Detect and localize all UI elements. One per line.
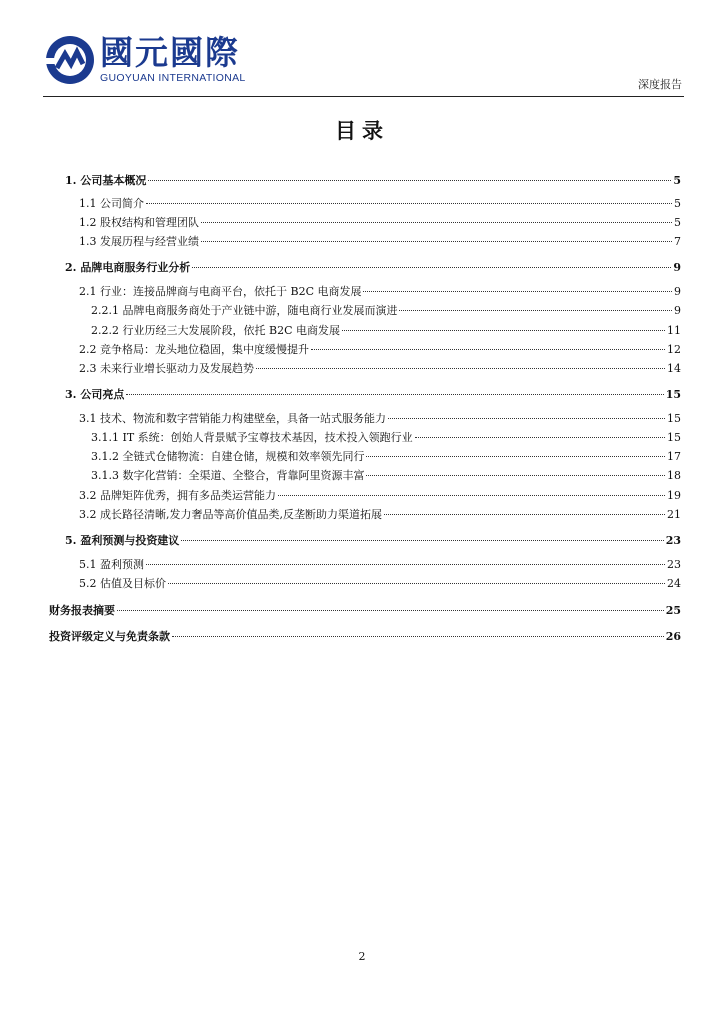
toc-entry-page: 19 xyxy=(667,489,681,502)
toc-entry-label: 3.2 成长路径清晰,发力奢品等高价值品类,反垄断助力渠道拓展 xyxy=(79,508,382,521)
toc-entry-label: 2. 品牌电商服务行业分析 xyxy=(65,261,191,274)
toc-entry-label: 1. 公司基本概况 xyxy=(65,174,147,187)
toc-leader-dots xyxy=(363,291,672,292)
toc-entry[interactable] xyxy=(65,174,681,188)
toc-entry[interactable] xyxy=(91,469,681,483)
toc-entry[interactable] xyxy=(79,285,681,299)
toc-entry-page: 17 xyxy=(667,450,681,463)
toc-leader-dots xyxy=(201,241,672,242)
toc-leader-dots xyxy=(126,394,663,395)
toc-entry-page: 7 xyxy=(674,235,681,248)
toc-entry[interactable] xyxy=(79,558,681,572)
toc-entry-label: 3.1.1 IT 系统：创始人背景赋予宝尊技术基因，技术投入领跑行业 xyxy=(91,431,413,444)
toc-entry-page: 9 xyxy=(673,261,681,274)
toc-entry-label: 2.2.1 品牌电商服务商处于产业链中游，随电商行业发展而演进 xyxy=(91,304,398,317)
toc-entry-label: 3. 公司亮点 xyxy=(65,388,125,401)
toc-entry-label: 5. 盈利预测与投资建议 xyxy=(65,534,180,547)
toc-entry-label: 1.3 发展历程与经营业绩 xyxy=(79,235,199,248)
toc-entry-label: 投资评级定义与免责条款 xyxy=(49,630,170,643)
toc-entry-label: 2.3 未来行业增长驱动力及发展趋势 xyxy=(79,362,254,375)
toc-entry[interactable] xyxy=(79,235,681,249)
toc-entry-label: 3.1.2 全链式仓储物流：自建仓储，规模和效率领先同行 xyxy=(91,450,365,463)
toc-entry[interactable] xyxy=(49,604,681,618)
toc-leader-dots xyxy=(415,437,665,438)
logo-chinese-name: 國元國際 xyxy=(100,33,240,72)
toc-entry-page: 9 xyxy=(674,285,681,298)
toc-leader-dots xyxy=(311,349,665,350)
toc-leader-dots xyxy=(342,330,665,331)
toc-leader-dots xyxy=(278,495,665,496)
page-number: 2 xyxy=(358,950,366,963)
toc-leader-dots xyxy=(148,180,671,181)
toc-leader-dots xyxy=(146,564,665,565)
toc-leader-dots xyxy=(172,636,664,637)
toc-entry-label: 5.1 盈利预测 xyxy=(79,558,144,571)
toc-entry-page: 5 xyxy=(674,216,681,229)
toc-entry[interactable] xyxy=(49,630,681,644)
toc-leader-dots xyxy=(366,456,665,457)
toc-entry-page: 12 xyxy=(667,343,681,356)
toc-entry[interactable] xyxy=(65,388,681,402)
toc-leader-dots xyxy=(399,310,672,311)
toc-entry[interactable] xyxy=(79,216,681,230)
toc-entry-label: 3.2 品牌矩阵优秀，拥有多品类运营能力 xyxy=(79,489,276,502)
toc-entry-page: 18 xyxy=(667,469,681,482)
guoyuan-logo-icon xyxy=(44,34,96,90)
toc-entry-page: 5 xyxy=(674,197,681,210)
toc-entry[interactable] xyxy=(79,197,681,211)
toc-entry-label: 2.2.2 行业历经三大发展阶段，依托 B2C 电商发展 xyxy=(91,324,340,337)
toc-title: 目录 xyxy=(335,119,389,143)
toc-entry[interactable] xyxy=(91,304,681,318)
header-divider xyxy=(43,96,684,97)
toc-entry-label: 1.2 股权结构和管理团队 xyxy=(79,216,199,229)
toc-entry[interactable] xyxy=(79,362,681,376)
toc-entry-page: 15 xyxy=(667,431,681,444)
toc-leader-dots xyxy=(192,267,671,268)
toc-entry-page: 23 xyxy=(665,534,681,547)
toc-entry[interactable] xyxy=(65,261,681,275)
toc-entry-page: 11 xyxy=(667,324,681,337)
toc-entry[interactable] xyxy=(65,534,681,548)
toc-entry[interactable] xyxy=(91,431,681,445)
toc-entry-page: 23 xyxy=(667,558,681,571)
toc-leader-dots xyxy=(117,610,664,611)
toc-leader-dots xyxy=(366,475,665,476)
toc-entry-page: 26 xyxy=(665,630,681,643)
toc-entry-label: 3.1 技术、物流和数字营销能力构建壁垒，具备一站式服务能力 xyxy=(79,412,386,425)
toc-entry[interactable] xyxy=(79,343,681,357)
toc-entry-label: 1.1 公司简介 xyxy=(79,197,144,210)
toc-entry[interactable] xyxy=(91,324,681,338)
toc-entry-label: 5.2 估值及目标价 xyxy=(79,577,166,590)
toc-entry-label: 3.1.3 数字化营销：全渠道、全整合，背靠阿里资源丰富 xyxy=(91,469,365,482)
logo-english-name: GUOYUAN INTERNATIONAL xyxy=(100,72,246,84)
toc-leader-dots xyxy=(256,368,665,369)
toc-entry[interactable] xyxy=(91,450,681,464)
toc-entry-page: 14 xyxy=(667,362,681,375)
toc-entry-page: 5 xyxy=(673,174,681,187)
toc-entry[interactable] xyxy=(79,412,681,426)
toc-entry-page: 21 xyxy=(667,508,681,521)
toc-leader-dots xyxy=(388,418,665,419)
toc-entry-page: 25 xyxy=(665,604,681,617)
toc-leader-dots xyxy=(181,540,663,541)
toc-entry-page: 9 xyxy=(674,304,681,317)
toc-entry-page: 15 xyxy=(665,388,681,401)
report-type-label: 深度报告 xyxy=(638,78,682,91)
toc-leader-dots xyxy=(168,583,665,584)
toc-entry[interactable] xyxy=(79,508,681,522)
toc-entry-label: 2.1 行业：连接品牌商与电商平台，依托于 B2C 电商发展 xyxy=(79,285,362,298)
toc-leader-dots xyxy=(384,514,665,515)
toc-entry-page: 24 xyxy=(667,577,681,590)
toc-entry-page: 15 xyxy=(667,412,681,425)
toc-entry-label: 2.2 竞争格局：龙头地位稳固，集中度缓慢提升 xyxy=(79,343,309,356)
toc-leader-dots xyxy=(201,222,672,223)
toc-entry[interactable] xyxy=(79,577,681,591)
toc-entry[interactable] xyxy=(79,489,681,503)
page-header xyxy=(0,0,724,100)
toc-leader-dots xyxy=(146,203,672,204)
toc-entry-label: 财务报表摘要 xyxy=(49,604,115,617)
